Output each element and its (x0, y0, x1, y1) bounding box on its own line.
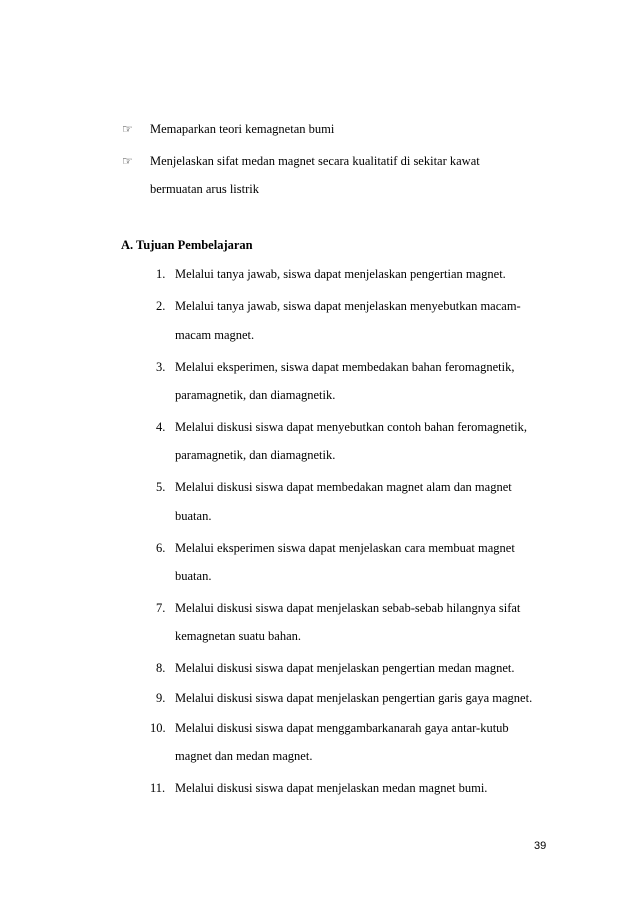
list-item-line: Melalui eksperimen siswa dapat menjelaskan cara membuat magnet (175, 541, 515, 555)
list-number: 3. (156, 360, 166, 374)
list-item-line: Melalui diskusi siswa dapat menjelaskan sebab-sebab hilangnya sifat (175, 601, 521, 615)
pointing-hand-icon: ☞ (122, 122, 133, 136)
list-item-line: Melalui diskusi siswa dapat menjelaskan medan magnet bumi. (175, 781, 488, 795)
section-heading: A. Tujuan Pembelajaran (121, 238, 253, 252)
pointing-hand-icon: ☞ (122, 154, 133, 168)
list-number: 2. (156, 299, 166, 313)
bullet-line: Memaparkan teori kemagnetan bumi (150, 122, 335, 136)
list-number: 11. (150, 781, 166, 795)
list-number: 8. (156, 661, 166, 675)
list-item-line: Melalui diskusi siswa dapat membedakan magnet alam dan magnet (175, 480, 512, 494)
list-item-line: Melalui eksperimen, siswa dapat membedakan bahan feromagnetik, (175, 360, 515, 374)
list-item-line: buatan. (175, 569, 212, 583)
list-item-line: buatan. (175, 509, 212, 523)
list-number: 1. (156, 267, 166, 281)
list-number: 4. (156, 420, 166, 434)
list-item-line: paramagnetik, dan diamagnetik. (175, 448, 336, 462)
list-number: 5. (156, 480, 166, 494)
list-item-line: Melalui diskusi siswa dapat menyebutkan contoh bahan feromagnetik, (175, 420, 527, 434)
list-item-line: Melalui diskusi siswa dapat menjelaskan pengertian medan magnet. (175, 661, 515, 675)
bullet-line: bermuatan arus listrik (150, 182, 259, 196)
list-number: 6. (156, 541, 166, 555)
list-item-line: Melalui tanya jawab, siswa dapat menjelaskan pengertian magnet. (175, 267, 506, 281)
list-item-line: kemagnetan suatu bahan. (175, 629, 301, 643)
bullet-line: Menjelaskan sifat medan magnet secara kualitatif di sekitar kawat (150, 154, 480, 168)
list-item-line: macam magnet. (175, 328, 255, 342)
list-item-line: Melalui diskusi siswa dapat menggambarkanarah gaya antar-kutub (175, 721, 509, 735)
list-number: 9. (156, 691, 166, 705)
page-number: 39 (534, 840, 547, 852)
list-item-line: Melalui diskusi siswa dapat menjelaskan pengertian garis gaya magnet. (175, 691, 533, 705)
list-item-line: Melalui tanya jawab, siswa dapat menjelaskan menyebutkan macam- (175, 299, 521, 313)
list-item-line: magnet dan medan magnet. (175, 749, 313, 763)
list-number: 7. (156, 601, 166, 615)
list-item-line: paramagnetik, dan diamagnetik. (175, 388, 336, 402)
list-number: 10. (150, 721, 166, 735)
